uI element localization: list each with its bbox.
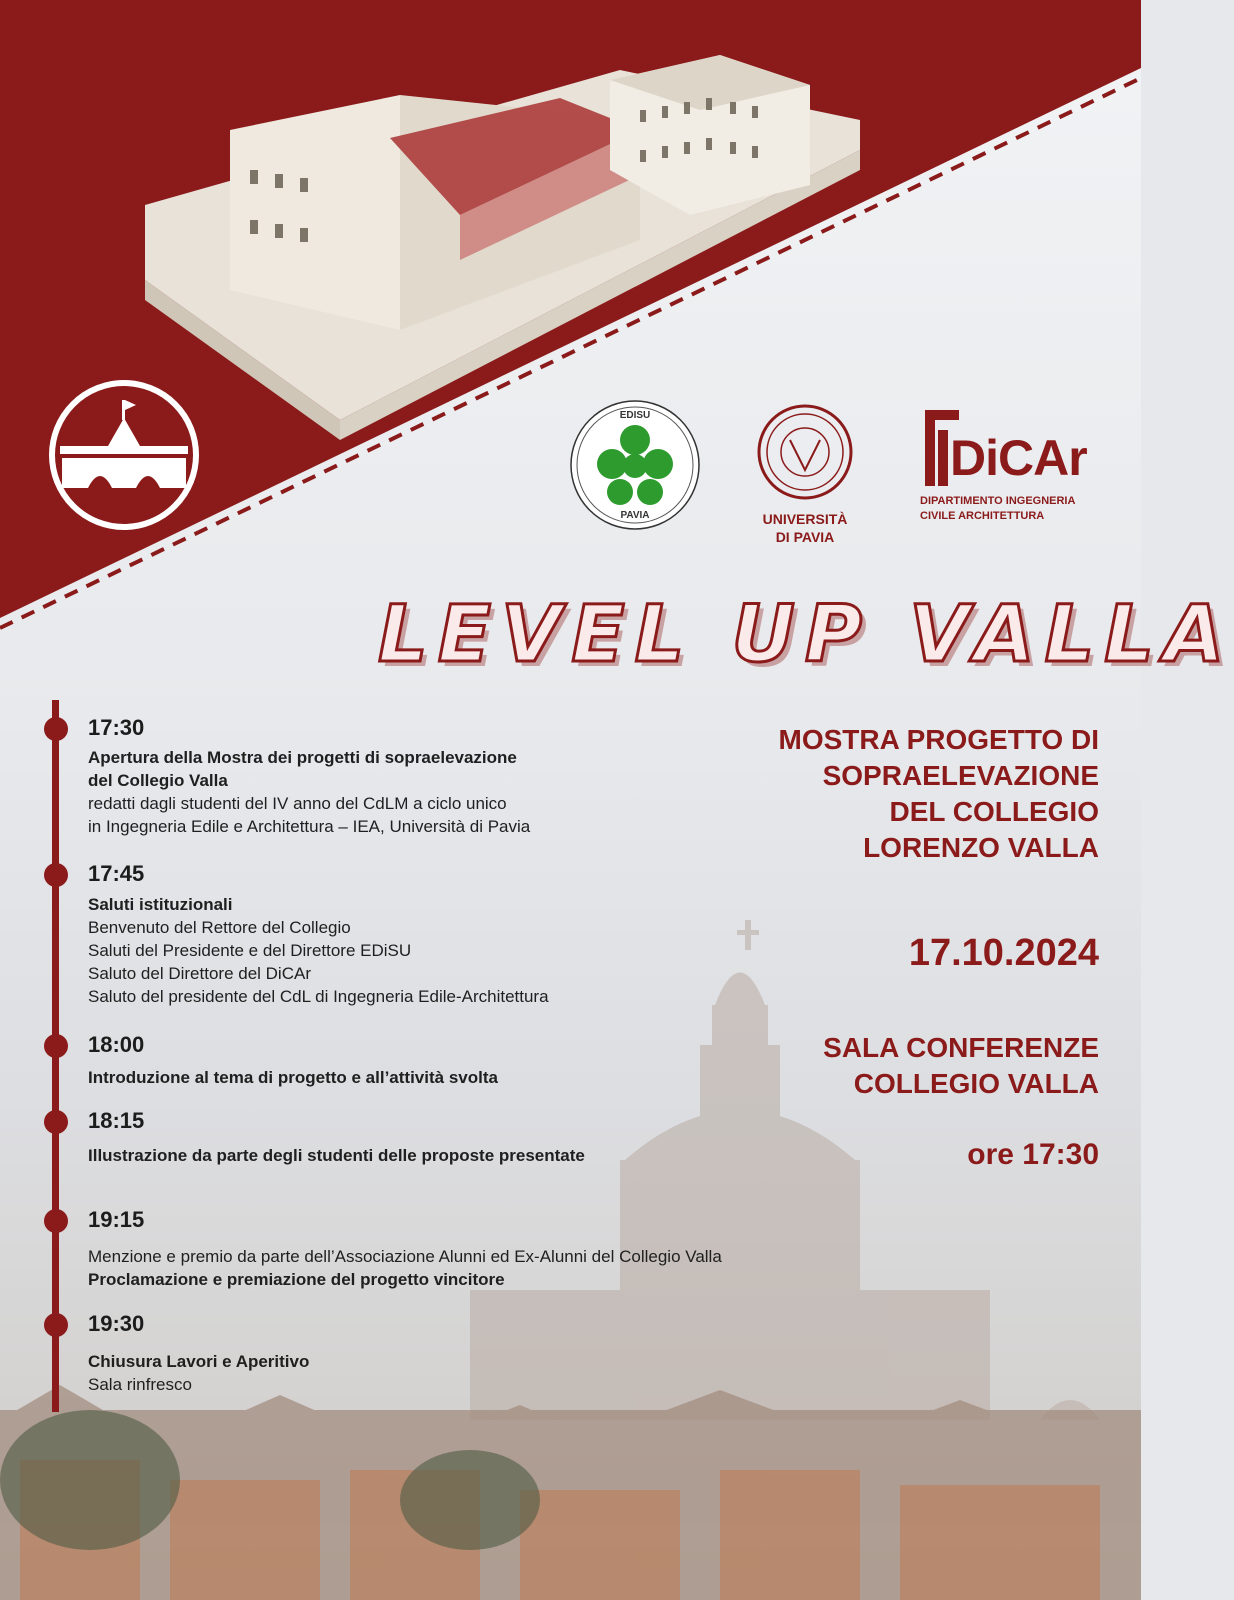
schedule-time: 18:15	[88, 1108, 145, 1133]
exhibition-heading-line: MOSTRA PROGETTO DI	[778, 724, 1099, 755]
dicar-mark: DiCAr	[950, 430, 1087, 486]
schedule-line: del Collegio Valla	[88, 771, 228, 790]
venue-line: SALA CONFERENZE	[823, 1032, 1099, 1063]
timeline-dot	[44, 1209, 68, 1233]
schedule-time: 17:45	[88, 861, 145, 886]
schedule-line: Chiusura Lavori e Aperitivo	[88, 1352, 310, 1371]
schedule-line: Proclamazione e premiazione del progetto vincitore	[88, 1270, 505, 1289]
schedule-line: Benvenuto del Rettore del Collegio	[88, 918, 351, 937]
event-date: 17.10.2024	[908, 932, 1099, 974]
timeline-dot	[44, 1110, 68, 1134]
unipv-line-2: DI PAVIA	[775, 529, 835, 545]
schedule-time: 17:30	[88, 715, 145, 740]
exhibition-heading-line: SOPRAELEVAZIONE	[822, 760, 1099, 791]
schedule-line: Saluti istituzionali	[88, 895, 233, 914]
schedule-line: Illustrazione da parte degli studenti delle proposte presentate	[88, 1146, 585, 1165]
start-time: ore 17:30	[967, 1138, 1099, 1171]
schedule-line: Menzione e premio da parte dell’Associazione Alunni ed Ex-Alunni del Collegio Valla	[88, 1247, 722, 1266]
schedule-line: Sala rinfresco	[88, 1375, 192, 1394]
schedule-time: 18:00	[88, 1032, 145, 1057]
dicar-line-1: DIPARTIMENTO INGEGNERIA	[920, 495, 1076, 507]
schedule-time: 19:30	[88, 1311, 145, 1336]
timeline-dot	[44, 717, 68, 741]
edisu-label-top: EDISU	[619, 410, 651, 421]
schedule-line: Saluto del Direttore del DiCAr	[88, 964, 311, 983]
schedule-time: 19:15	[88, 1207, 145, 1232]
timeline-dot	[44, 863, 68, 887]
dicar-line-2: CIVILE ARCHITETTURA	[920, 510, 1045, 522]
venue	[699, 1030, 1099, 1102]
venue-line: COLLEGIO VALLA	[853, 1068, 1099, 1099]
timeline-dot	[44, 1034, 68, 1058]
exhibition-heading-line: DEL COLLEGIO	[889, 796, 1099, 827]
unipv-seal-icon	[759, 406, 851, 498]
exhibition-heading	[659, 722, 1099, 866]
schedule-line: redatti dagli studenti del IV anno del CdLM a ciclo unico	[88, 794, 507, 813]
edisu-label-bottom: PAVIA	[620, 510, 650, 521]
unipv-label	[740, 510, 870, 546]
schedule-line: in Ingegneria Edile e Architettura – IEA, Università di Pavia	[88, 817, 531, 836]
schedule-line: Saluto del presidente del CdL di Ingegneria Edile-Architettura	[88, 987, 549, 1006]
schedule-line: Saluti del Presidente e del Direttore EDiSU	[88, 941, 412, 960]
exhibition-heading-line: LORENZO VALLA	[863, 832, 1099, 863]
schedule-line: Introduzione al tema di progetto e all’attività svolta	[88, 1068, 498, 1087]
unipv-line-1: UNIVERSITÀ	[762, 511, 848, 527]
dicar-subtitle	[920, 494, 1075, 524]
event-title: LEVEL UP VALLA	[378, 590, 1234, 680]
timeline-dot	[44, 1313, 68, 1337]
schedule-line: Apertura della Mostra dei progetti di sopraelevazione	[88, 748, 517, 767]
